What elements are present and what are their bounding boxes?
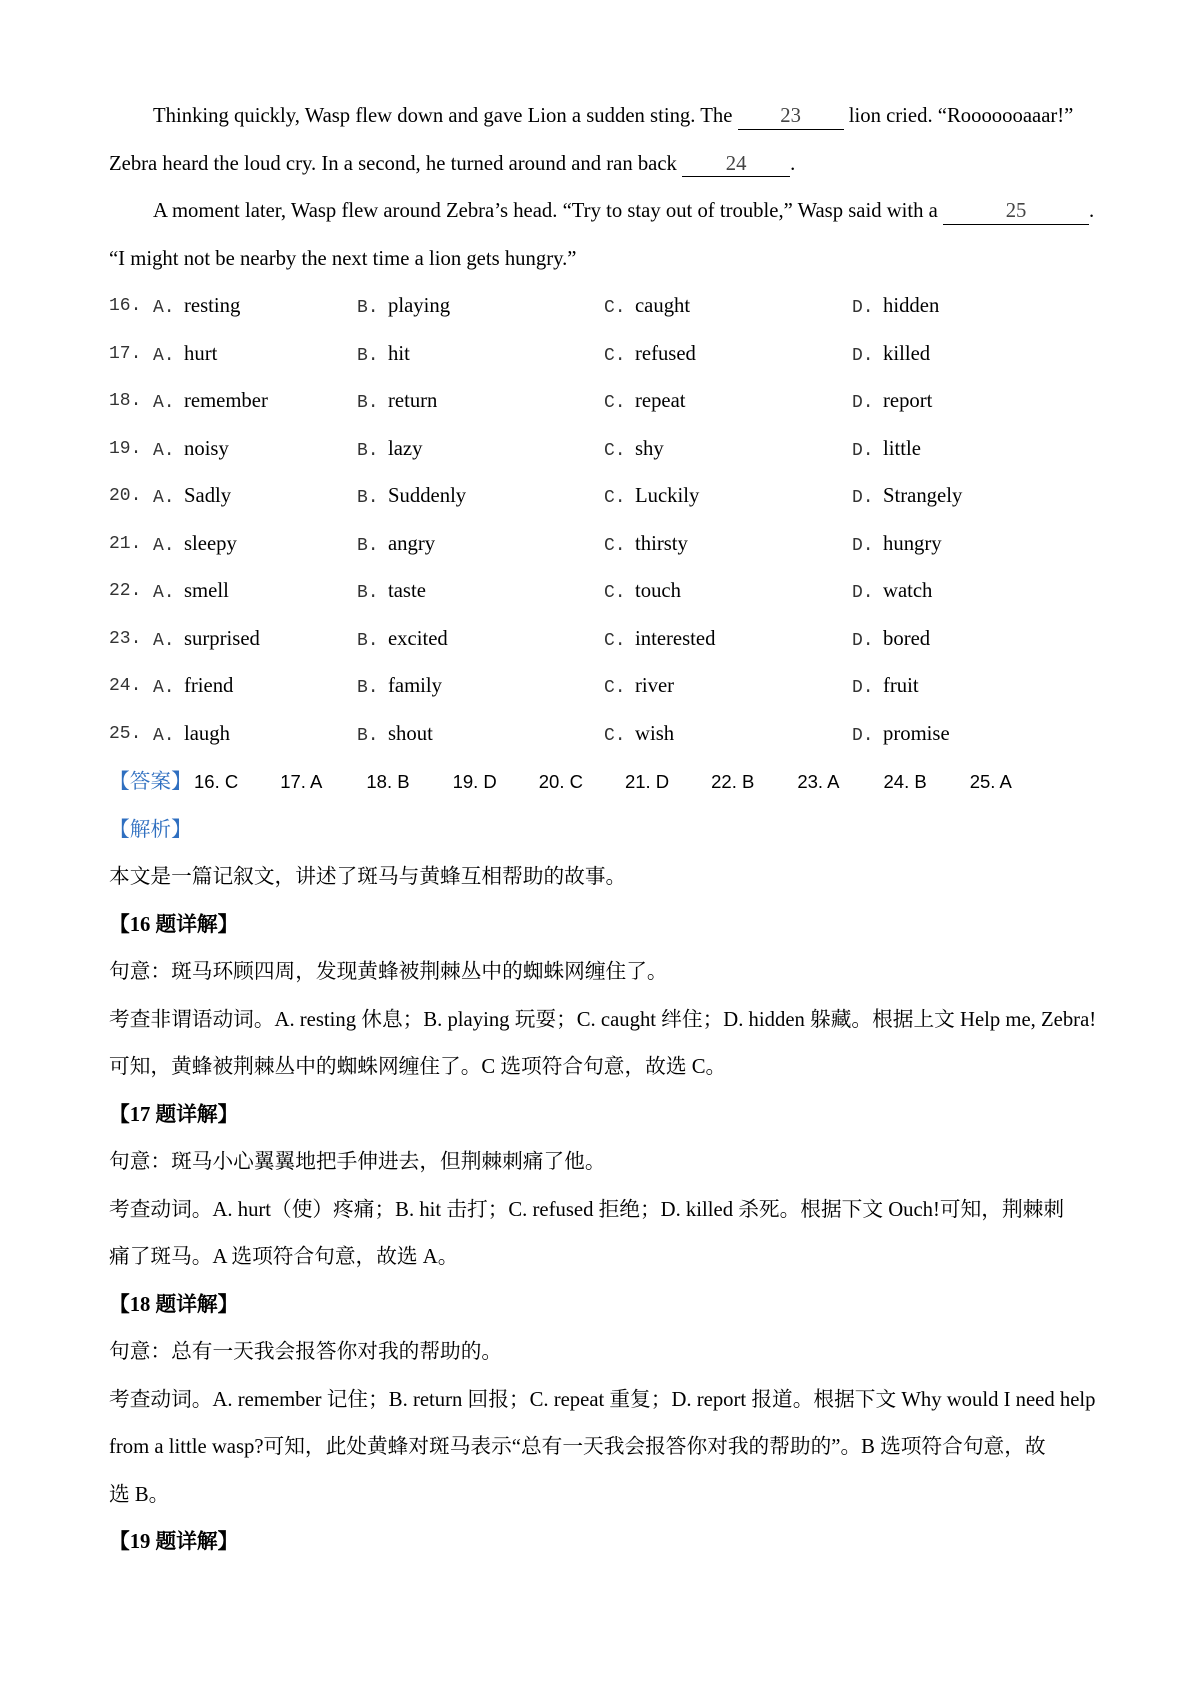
blank-23: 23 [738,105,844,130]
question-number: 16. [109,296,142,316]
option-text: promise [883,722,950,745]
option-letter: A. [153,725,175,746]
option-letter: C. [604,488,626,508]
option-c [604,521,688,571]
passage-text: . [790,152,796,175]
option-letter: C. [604,630,626,651]
option-text: noisy [184,437,229,460]
option-text: angry [388,532,436,555]
option-c [604,473,699,523]
blank-25: 25 [943,200,1089,225]
question-row [109,711,1109,759]
option-b [357,426,422,476]
passage-line: “I might not be nearby the next time a lion gets hungry.” [109,247,577,270]
question-row [109,473,1109,521]
answer-item: 24. B [883,771,927,792]
option-d [852,331,930,381]
option-letter: C. [604,583,626,603]
question-number: 24. [109,676,142,696]
option-text: river [635,675,675,697]
option-c [604,378,686,428]
option-text: hit [388,342,410,365]
answer-label: 【答案】 [109,771,192,793]
option-a [153,283,240,333]
option-c [604,426,664,476]
option-letter: B. [357,298,379,318]
option-letter: A. [153,583,175,603]
question-number: 19. [109,438,142,459]
option-text: interested [635,627,716,650]
option-text: sleepy [184,532,237,555]
passage-line [109,141,1109,189]
option-a [153,378,268,428]
option-b [357,521,435,571]
option-letter: A. [153,298,175,318]
option-letter: D. [852,725,874,746]
option-letter: B. [357,345,379,366]
option-text: lazy [388,437,423,460]
option-text: taste [388,580,426,602]
detail-line: 考查非谓语动词。A. resting 休息；B. playing 玩耍；C. caught 绊住；D. hidden 躲藏。根据上文 Help me, Zebra! [109,1008,1097,1031]
answer-item: 22. B [711,771,755,792]
option-d [852,568,932,618]
option-text: killed [883,342,931,365]
option-a [153,521,237,571]
option-text: refused [635,342,696,365]
option-letter: C. [604,678,626,698]
question-row [109,568,1109,616]
question-row [109,378,1109,426]
option-d [852,521,942,571]
passage-text: Zebra heard the loud cry. In a second, he turned around and ran back [109,152,677,175]
option-d [852,663,919,713]
detail-line: 句意：总有一天我会报答你对我的帮助的。 [109,1341,503,1363]
answer-line [109,758,1109,807]
option-text: shout [388,722,433,745]
detail-line: 考查动词。A. remember 记住；B. return 回报；C. repeat 重复；D. report 报道。根据下文 Why would I need help [109,1388,1096,1411]
option-c [604,616,715,666]
answer-item: 23. A [797,771,840,792]
passage-text: Thinking quickly, Wasp flew down and gave Lion a sudden sting. The [153,105,733,127]
detail-heading-19: 【19 题详解】 [109,1531,239,1553]
answer-item: 25. A [969,771,1012,792]
option-text: Strangely [883,485,963,507]
option-text: thirsty [635,532,688,555]
question-number: 22. [109,581,142,601]
passage-text: A moment later, Wasp flew around Zebra’s head. “Try to stay out of trouble,” Wasp said with a [153,200,938,222]
detail-line: from a little wasp?可知，此处黄蜂对斑马表示“总有一天我会报答你对我的帮助的”。B 选项符合句意，故 [109,1436,1046,1458]
detail-heading-17: 【17 题详解】 [109,1103,239,1126]
option-letter: B. [357,393,379,413]
analysis-summary: 本文是一篇记叙文，讲述了斑马与黄蜂互相帮助的故事。 [109,866,627,888]
option-text: remember [184,390,268,412]
option-text: wish [635,722,675,745]
option-a [153,663,233,713]
option-text: hidden [883,295,940,317]
option-text: playing [388,295,451,317]
detail-line: 考查动词。A. hurt（使）疼痛；B. hit 击打；C. refused 拒绝；D. killed 杀死。根据下文 Ouch!可知，荆棘刺 [109,1198,1065,1221]
option-letter: B. [357,583,379,603]
option-b [357,378,437,428]
detail-heading-16: 【16 题详解】 [109,913,239,936]
detail-line: 选 B。 [109,1483,170,1506]
passage-text: . [1089,200,1095,222]
option-letter: D. [852,535,874,556]
option-text: caught [635,295,691,317]
option-b [357,568,426,618]
option-letter: C. [604,393,626,413]
detail-heading-18: 【18 题详解】 [109,1293,239,1316]
option-letter: B. [357,535,379,556]
option-text: resting [184,295,241,317]
question-row [109,616,1109,664]
option-text: hurt [184,342,218,365]
option-a [153,568,229,618]
option-letter: A. [153,393,175,413]
detail-line: 痛了斑马。A 选项符合句意，故选 A。 [109,1246,459,1268]
option-a [153,426,229,476]
option-text: smell [184,580,229,602]
option-letter: D. [852,630,874,651]
option-letter: B. [357,725,379,746]
option-text: return [388,390,438,412]
answer-item: 21. D [624,771,670,792]
option-letter: B. [357,678,379,698]
option-d [852,473,962,523]
option-d [852,378,932,428]
option-letter: C. [604,535,626,556]
option-letter: A. [153,345,175,366]
option-text: watch [883,580,933,602]
option-b [357,663,442,713]
option-d [852,616,930,666]
option-letter: B. [357,440,379,461]
option-d [852,426,921,476]
question-number: 23. [109,628,142,649]
passage-line [109,188,1109,236]
option-letter: D. [852,583,874,603]
option-a [153,473,231,523]
question-number: 20. [109,486,142,506]
option-a [153,711,230,761]
page-content [109,93,1109,1567]
option-letter: A. [153,535,175,556]
question-row [109,663,1109,711]
question-number: 18. [109,391,142,411]
option-letter: D. [852,345,874,366]
option-text: Suddenly [388,485,467,507]
option-letter: A. [153,488,175,508]
option-c [604,711,674,761]
option-d [852,711,950,761]
question-row [109,331,1109,379]
option-letter: B. [357,630,379,651]
question-number: 17. [109,343,142,364]
option-text: Sadly [184,485,232,507]
question-row [109,426,1109,474]
question-number: 21. [109,533,142,554]
option-text: repeat [635,390,686,412]
option-letter: B. [357,488,379,508]
option-text: little [883,437,921,460]
option-letter: D. [852,440,874,461]
option-text: surprised [184,627,260,650]
option-text: friend [184,675,234,697]
answer-item: 18. B [366,771,410,792]
option-b [357,473,466,523]
option-letter: D. [852,393,874,413]
option-c [604,568,681,618]
option-a [153,616,260,666]
option-b [357,283,450,333]
option-letter: C. [604,345,626,366]
option-text: bored [883,627,931,650]
question-row [109,521,1109,569]
option-a [153,331,217,381]
detail-line: 可知，黄蜂被荆棘丛中的蜘蛛网缠住了。C 选项符合句意，故选 C。 [109,1056,727,1078]
answer-item: 19. D [452,771,497,792]
question-number: 25. [109,723,142,744]
answer-item: 20. C [538,771,583,792]
analysis-label: 【解析】 [109,818,192,841]
answer-item: 17. A [280,771,323,792]
option-b [357,616,448,666]
option-letter: C. [604,725,626,746]
detail-line: 句意：斑马环顾四周，发现黄蜂被荆棘丛中的蜘蛛网缠住了。 [109,961,668,983]
option-letter: D. [852,678,874,698]
option-text: Luckily [635,485,700,507]
option-b [357,331,410,381]
question-row [109,283,1109,331]
option-text: shy [635,437,664,460]
option-c [604,283,690,333]
option-text: hungry [883,532,942,555]
option-text: family [388,675,443,697]
option-letter: C. [604,298,626,318]
option-text: excited [388,627,448,650]
option-d [852,283,939,333]
detail-line: 句意：斑马小心翼翼地把手伸进去，但荆棘刺痛了他。 [109,1151,606,1173]
option-c [604,663,674,713]
option-letter: A. [153,678,175,698]
option-letter: D. [852,298,874,318]
option-text: laugh [184,722,230,745]
option-b [357,711,433,761]
blank-24: 24 [682,153,790,178]
option-c [604,331,696,381]
option-text: fruit [883,675,919,697]
option-letter: A. [153,440,175,461]
passage-text: lion cried. “Rooooooaaar!” [848,105,1074,127]
option-text: report [883,390,933,412]
answer-item: 16. C [194,771,239,792]
option-text: touch [635,580,681,602]
option-letter: C. [604,440,626,461]
passage-line [109,93,1109,141]
option-letter: D. [852,488,874,508]
option-letter: A. [153,630,175,651]
